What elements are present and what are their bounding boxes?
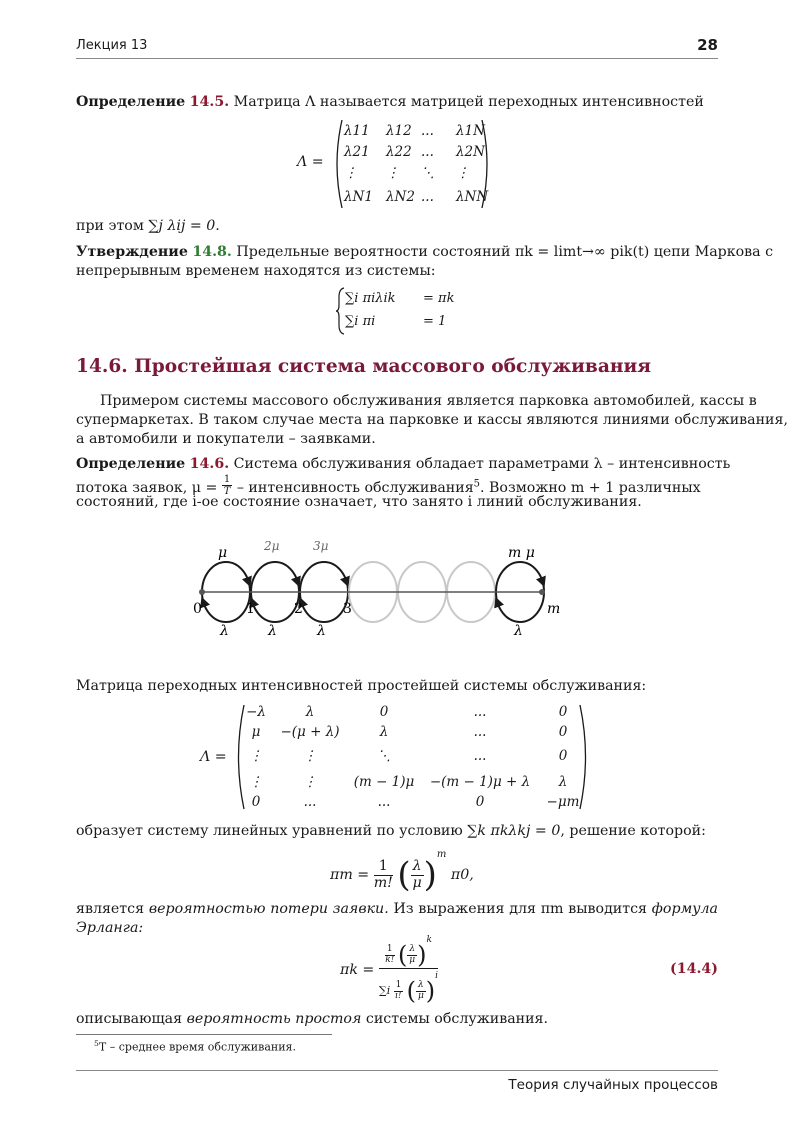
- matrix2-cell: ...: [473, 748, 487, 764]
- matrix-cell: ⋮: [456, 165, 470, 181]
- state-0-dot: [199, 589, 205, 595]
- definition-label: Определение: [76, 94, 186, 110]
- matrix2-cell: ⋮: [249, 748, 263, 764]
- equation-intro: [76, 822, 718, 841]
- definition-text: Матрица Λ называется матрицей переходных интенсивностей: [233, 94, 704, 110]
- definition-label: Определение: [76, 456, 186, 472]
- matrix2-lhs: Λ =: [200, 749, 227, 765]
- equation-intro-suffix: , решение которой:: [560, 823, 706, 839]
- erlang-den-frac-num: 1: [395, 979, 402, 990]
- matrix-cell: ⋮: [386, 165, 400, 181]
- matrix-note: [76, 217, 718, 236]
- matrix2-cell: 0: [558, 704, 568, 720]
- pi-m-frac-num: 1: [374, 859, 393, 876]
- matrix2-cell: −(μ + λ): [280, 724, 340, 740]
- statement-text: Предельные вероятности состояний πk = limt→∞ pik(t) цепи Маркова с: [236, 244, 774, 260]
- matrix-cell: λN2: [386, 189, 415, 205]
- def-line2-part-a: потока заявок, μ =: [76, 480, 218, 496]
- bottom-label-lambda-3: λ: [317, 623, 326, 639]
- matrix2-cell: λ: [379, 724, 389, 740]
- matrix2-cell: 0: [251, 794, 261, 810]
- erlang-num-inner-den: μ: [409, 954, 416, 965]
- erlang-num-frac-num: 1: [386, 943, 393, 954]
- system-eq2-lhs: ∑i πi: [345, 314, 376, 329]
- footer-rule: [76, 1070, 718, 1071]
- equation-intro-formula: ∑k πkλkj = 0: [467, 823, 561, 839]
- bottom-label-lambda-2: λ: [268, 623, 277, 639]
- definition-number: 14.6.: [189, 456, 230, 472]
- definition-14-6-line1: [76, 455, 731, 474]
- lambda-over-mu: [411, 859, 424, 891]
- loss-line-2: Эрланга:: [76, 920, 144, 936]
- erlang-power-den: i: [435, 971, 438, 982]
- loss-prefix: является: [76, 901, 145, 917]
- matrix2-cell: μ: [251, 724, 261, 740]
- definition-number: 14.5.: [189, 94, 230, 110]
- loss-term: вероятностью потери заявки.: [148, 901, 389, 917]
- erlang-formula: [340, 936, 438, 1004]
- matrix2-cell: (m − 1)μ: [353, 774, 415, 790]
- matrix2-cell: ⋱: [377, 748, 391, 764]
- bottom-label-lambda-4: λ: [514, 623, 523, 639]
- running-footer: Теория случайных процессов: [508, 1077, 718, 1093]
- intro-line-1: Примером системы массового обслуживания является парковка автомобилей, кассы в: [100, 393, 757, 409]
- footnote-text: T – среднее время обслуживания.: [98, 1040, 296, 1054]
- definition-14-6-line3: состояний, где i-ое состояние означает, что занято i линий обслуживания.: [76, 494, 642, 510]
- matrix2-cell: ⋮: [249, 774, 263, 790]
- matrix2-cell: 0: [379, 704, 389, 720]
- pi-m-frac-den: m!: [373, 874, 393, 891]
- matrix-cell: λNN: [456, 189, 489, 205]
- def-line2-part-b: – интенсивность обслуживания: [236, 480, 474, 496]
- equation-intro-text: образует систему линейных уравнений по условию: [76, 823, 463, 839]
- equation-number: (14.4): [670, 961, 718, 977]
- statement-14-8-line1: [76, 243, 774, 262]
- erlang-den-frac-den: i!: [395, 990, 402, 1001]
- erlang-den-inner: [416, 981, 426, 1002]
- state-label-0: 0: [193, 601, 202, 617]
- closing-line: [76, 1010, 718, 1029]
- footnote-rule: [76, 1034, 332, 1035]
- mu-fraction-den: T: [223, 486, 231, 497]
- def-line2-part-c: . Возможно m + 1 различных: [479, 480, 701, 496]
- erlang-lhs: πk =: [340, 962, 375, 979]
- bottom-label-lambda-1: λ: [220, 623, 229, 639]
- matrix2-intro: Матрица переходных интенсивностей простейшей системы обслуживания:: [76, 678, 647, 694]
- mu-fraction-num: 1: [223, 474, 231, 485]
- footnote: [94, 1039, 296, 1054]
- top-label-m-mu: m μ: [508, 545, 535, 561]
- inner-den: μ: [412, 874, 422, 891]
- matrix2-cell: λ: [305, 704, 315, 720]
- matrix2-cell: 0: [558, 748, 568, 764]
- matrix-cell: ⋮: [344, 165, 358, 181]
- matrix-cell: ...: [421, 123, 434, 139]
- pi-m-power: m: [436, 849, 447, 860]
- matrix-note-formula: ∑j λij = 0.: [148, 218, 220, 234]
- state-m-dot: [539, 589, 545, 595]
- state-label-1: 1: [246, 601, 255, 617]
- erlang-den-inner-den: μ: [417, 990, 424, 1001]
- closing-term: вероятность простоя: [186, 1011, 362, 1027]
- matrix-cell: λ2N: [456, 144, 485, 160]
- erlang-num-frac: [385, 945, 395, 966]
- erlang-power-num: k: [426, 935, 432, 945]
- matrix2-cell: ...: [377, 794, 391, 810]
- intro-line-2: супермаркетах. В таком случае места на парковке и кассы являются линиями обслуживания,: [76, 412, 788, 428]
- matrix2-cell: ⋮: [303, 748, 317, 764]
- matrix-note-prefix: при этом: [76, 218, 144, 234]
- loss-term2: формула: [651, 901, 719, 917]
- matrix-cell: λ1N: [456, 123, 485, 139]
- state-label-2: 2: [294, 601, 303, 617]
- erlang-main-fraction: [379, 936, 438, 1004]
- state-label-3: 3: [343, 601, 352, 617]
- footnote-number: 5: [94, 1039, 99, 1048]
- pi-m-tail: π0,: [450, 867, 474, 883]
- system-eq2-rhs: = 1: [423, 314, 447, 329]
- matrix-cell: ⋱: [421, 165, 435, 181]
- closing-prefix: описывающая: [76, 1011, 183, 1027]
- matrix-left-paren: [330, 118, 344, 210]
- intro-line-3: а автомобили и покупатели – заявками.: [76, 431, 376, 447]
- matrix-cell: ...: [421, 144, 434, 160]
- matrix2-cell: ...: [473, 704, 487, 720]
- closing-suffix: системы обслуживания.: [365, 1011, 549, 1027]
- top-label-2mu: 2μ: [264, 539, 280, 553]
- system-eq1-rhs: = πk: [423, 291, 455, 306]
- erlang-numerator: $\frac{1}{k!}$ ( $\frac{\lambda}{\mu}$ )$^k$: [379, 936, 438, 969]
- matrix2-cell: ⋮: [303, 774, 317, 790]
- erlang-num-inner-num: λ: [409, 943, 416, 954]
- state-diagram: [180, 538, 580, 648]
- erlang-den-sum: ∑i: [378, 984, 391, 998]
- matrix2-cell: 0: [475, 794, 485, 810]
- erlang-den-frac: [394, 981, 404, 1002]
- pi-m-fraction: [374, 859, 393, 891]
- erlang-den-inner-num: λ: [418, 979, 424, 990]
- matrix2-cell: −λ: [246, 704, 266, 720]
- matrix2-cell: ...: [473, 724, 487, 740]
- matrix2-cell: −(m − 1)μ + λ: [429, 774, 531, 790]
- erlang-denominator: ∑i $\frac{1}{i!}$ ( $\frac{\lambda}{\mu}$ )$^i$: [378, 971, 438, 1005]
- loss-mid: Из выражения для πm выводится: [393, 901, 648, 917]
- page-number: 28: [697, 36, 718, 54]
- matrix2-cell: λ: [558, 774, 568, 790]
- statement-label: Утверждение: [76, 244, 188, 260]
- matrix-cell: ...: [421, 189, 434, 205]
- matrix-cell: λ11: [344, 123, 370, 139]
- matrix2-cell: 0: [558, 724, 568, 740]
- definition-text: Система обслуживания обладает параметрами λ – интенсивность: [233, 456, 731, 472]
- erlang-num-inner: [407, 945, 417, 966]
- pi-m-formula: πm = $\frac{1}{m!}$ ( $\frac{\lambda}{\mu}$ )$^m$ π0,: [330, 849, 474, 895]
- section-heading: 14.6. Простейшая система массового обслуживания: [76, 356, 651, 377]
- matrix2-cell: ...: [303, 794, 317, 810]
- definition-14-5: [76, 93, 718, 112]
- matrix-cell: λ22: [386, 144, 412, 160]
- state-label-m: m: [547, 601, 561, 617]
- matrix-cell: λN1: [344, 189, 373, 205]
- top-label-3mu: 3μ: [313, 539, 329, 553]
- system-eq1-lhs: ∑i πiλik: [345, 291, 396, 306]
- loss-line-1: [76, 900, 718, 919]
- matrix2-cell: −μm: [546, 794, 580, 810]
- matrix-cell: λ12: [386, 123, 412, 139]
- running-header: Лекция 13: [76, 38, 148, 53]
- matrix-cell: λ21: [344, 144, 370, 160]
- erlang-num-frac-den: k!: [385, 954, 395, 965]
- header-rule: [76, 58, 718, 59]
- footnote-mark: 5: [473, 478, 480, 490]
- statement-14-8-line2: непрерывным временем находятся из системы:: [76, 263, 436, 279]
- statement-number: 14.8.: [192, 244, 232, 260]
- top-label-mu: μ: [218, 545, 228, 561]
- pi-m-lhs: πm =: [330, 867, 370, 883]
- inner-num: λ: [412, 857, 422, 874]
- matrix-lhs: Λ =: [297, 154, 324, 170]
